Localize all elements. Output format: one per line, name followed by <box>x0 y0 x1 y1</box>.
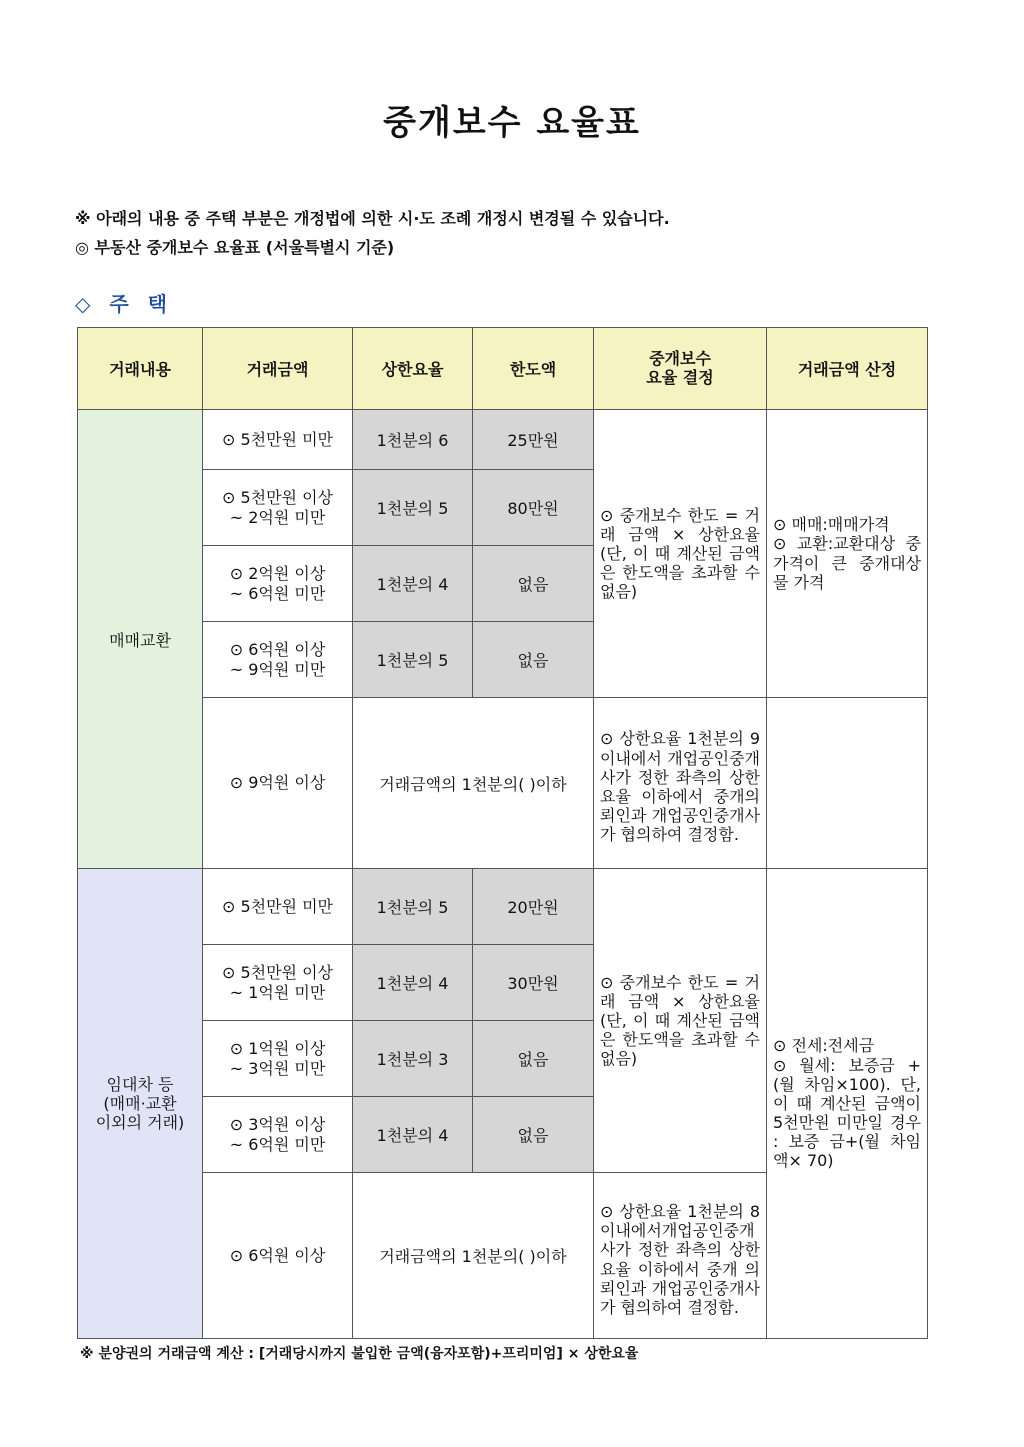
page-title: 중개보수 요율표 <box>383 103 641 143</box>
rate-cell: 1천분의 4 <box>353 546 473 622</box>
category-lease: 임대차 등 (매매·교환 이외의 거래) <box>78 869 203 1339</box>
limit-cell: 없음 <box>473 622 594 698</box>
table-row <box>78 410 928 470</box>
rate-cell: 거래금액의 1천분의( )이하 <box>353 1173 594 1339</box>
table-header-row <box>78 328 928 410</box>
limit-cell: 없음 <box>473 1021 594 1097</box>
decision-cell: ⊙ 중개보수 한도 = 거래 금액 × 상한요율 (단, 이 때 계산된 금액은 한도액을 초과할 수 없음) <box>594 869 767 1173</box>
decision-cell: ⊙ 상한요율 1천분의 8 이내에서개업공인중개사가 정한 좌측의 상한요율 이하에서 중개 의뢰인과 개업공인중개사가 협의하여 결정함. <box>594 1173 767 1339</box>
amount-cell: ⊙ 6억원 이상 <box>203 1173 353 1339</box>
amount-cell: ⊙ 3억원 이상 ~ 6억원 미만 <box>203 1097 353 1173</box>
header-cell: 거래금액 산정 <box>767 328 928 410</box>
rate-cell: 1천분의 5 <box>353 622 473 698</box>
amount-cell: ⊙ 5천만원 이상 ~ 2억원 미만 <box>203 470 353 546</box>
header-cell: 상한요율 <box>353 328 473 410</box>
amount-cell: ⊙ 5천만원 미만 <box>203 869 353 945</box>
table-row <box>78 698 928 869</box>
limit-cell: 25만원 <box>473 410 594 470</box>
header-cell: 한도액 <box>473 328 594 410</box>
limit-cell: 20만원 <box>473 869 594 945</box>
amount-cell: ⊙ 9억원 이상 <box>203 698 353 869</box>
table-caption: ◎ 부동산 중개보수 요율표 (서울특별시 기준) <box>75 238 395 257</box>
table-row <box>78 869 928 945</box>
amount-cell: ⊙ 5천만원 미만 <box>203 410 353 470</box>
amount-cell: ⊙ 2억원 이상 ~ 6억원 미만 <box>203 546 353 622</box>
limit-cell: 없음 <box>473 546 594 622</box>
limit-cell: 없음 <box>473 1097 594 1173</box>
calc-cell: ⊙ 전세:전세금 ⊙ 월세: 보증금 + (월 차임×100). 단, 이 때 계산된 금액이 5천만원 미만일 경우 : 보증 금+(월 차임액× 70) <box>767 869 928 1339</box>
header-cell: 거래내용 <box>78 328 203 410</box>
rate-cell: 1천분의 4 <box>353 1097 473 1173</box>
rate-cell: 1천분의 6 <box>353 410 473 470</box>
calc-cell: ⊙ 매매:매매가격 ⊙ 교환:교환대상 중 가격이 큰 중개대상물 가격 <box>767 410 928 698</box>
decision-cell: ⊙ 상한요율 1천분의 9 이내에서 개업공인중개사가 정한 좌측의 상한요율 이하에서 중개의뢰인과 개업공인중개사가 협의하여 결정함. <box>594 698 767 869</box>
limit-cell: 30만원 <box>473 945 594 1021</box>
rate-cell: 1천분의 4 <box>353 945 473 1021</box>
rate-cell: 거래금액의 1천분의( )이하 <box>353 698 594 869</box>
rate-cell: 1천분의 5 <box>353 869 473 945</box>
limit-cell: 80만원 <box>473 470 594 546</box>
header-cell: 거래금액 <box>203 328 353 410</box>
fee-table <box>77 327 928 1339</box>
rate-cell: 1천분의 3 <box>353 1021 473 1097</box>
section-heading: ◇ 주 택 <box>75 292 173 316</box>
rate-cell: 1천분의 5 <box>353 470 473 546</box>
category-sale: 매매교환 <box>78 410 203 869</box>
notice-text: ※ 아래의 내용 중 주택 부분은 개정법에 의한 시·도 조례 개정시 변경될 수 있습니다. <box>75 209 670 228</box>
footer-note: ※ 분양권의 거래금액 계산 : [거래당시까지 불입한 금액(융자포함)+프리미엄] × 상한요율 <box>80 1346 639 1362</box>
amount-cell: ⊙ 1억원 이상 ~ 3억원 미만 <box>203 1021 353 1097</box>
amount-cell: ⊙ 6억원 이상 ~ 9억원 미만 <box>203 622 353 698</box>
header-cell: 중개보수 요율 결정 <box>594 328 767 410</box>
decision-cell: ⊙ 중개보수 한도 = 거래 금액 × 상한요율 (단, 이 때 계산된 금액은 한도액을 초과할 수 없음) <box>594 410 767 698</box>
empty-cell <box>767 698 928 869</box>
amount-cell: ⊙ 5천만원 이상 ~ 1억원 미만 <box>203 945 353 1021</box>
